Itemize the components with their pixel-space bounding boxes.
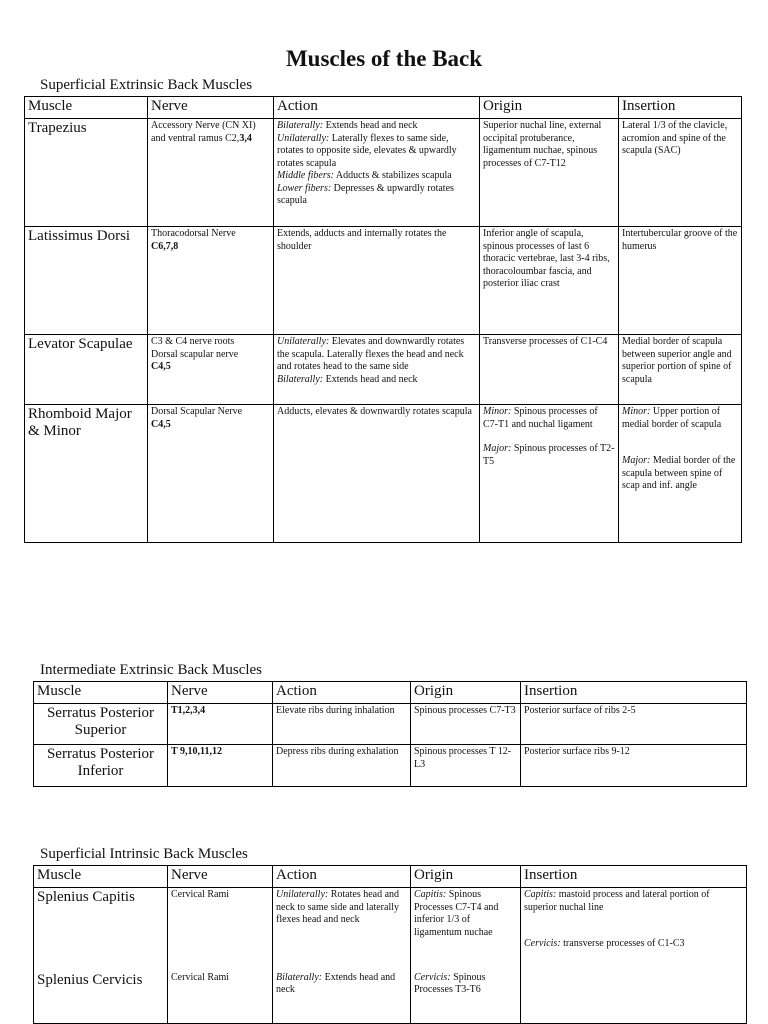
header-insertion: Insertion (521, 866, 747, 888)
origin-cell: Spinous processes T 12-L3 (411, 745, 521, 787)
muscle-cell: Rhomboid Major & Minor (25, 405, 148, 543)
nerve-cell: Thoracodorsal Nerve C6,7,8 (148, 227, 274, 335)
page-title: Muscles of the Back (285, 46, 483, 71)
action-cell: Bilaterally: Extends head and neck Unilaterally: Laterally flexes to same side, rotates to opposite side, elevates & upwardly rotates scapula Middle fibers: Adducts & stabilizes scapula Lower fibers: Depresses & upwardly rotates scapula (274, 119, 480, 227)
header-origin: Origin (411, 866, 521, 888)
header-nerve: Nerve (148, 97, 274, 119)
insertion-cell: Posterior surface ribs 9-12 (521, 745, 747, 787)
table-row (25, 405, 742, 543)
header-insertion: Insertion (619, 97, 742, 119)
table-row (34, 704, 747, 745)
origin-cell: Cervicis: Spinous Processes T3-T6 (411, 964, 521, 1024)
nerve-cell: C3 & C4 nerve roots Dorsal scapular nerve C4,5 (148, 335, 274, 405)
intermediate-extrinsic-table (33, 681, 747, 787)
table-row (34, 745, 747, 787)
insertion-cell: Lateral 1/3 of the clavicle, acromion and spine of the scapula (SAC) (619, 119, 742, 227)
table-row (25, 335, 742, 405)
header-action: Action (273, 682, 411, 704)
table-row (34, 888, 747, 964)
header-insertion: Insertion (521, 682, 747, 704)
table-header-row (34, 866, 747, 888)
muscle-cell: Levator Scapulae (25, 335, 148, 405)
insertion-cell: Capitis: mastoid process and lateral portion of superior nuchal line Cervicis: transverse processes of C1-C3 (521, 888, 747, 1024)
insertion-cell: Minor: Upper portion of medial border of scapula Major: Medial border of the scapula between spine of scap and inf. angle (619, 405, 742, 543)
table-row (25, 227, 742, 335)
insertion-cell: Posterior surface of ribs 2-5 (521, 704, 747, 745)
section-caption: Intermediate Extrinsic Back Muscles (40, 662, 263, 678)
table-header-row (25, 97, 742, 119)
nerve-cell: T1,2,3,4 (168, 704, 273, 745)
section-caption: Superficial Extrinsic Back Muscles (40, 77, 253, 93)
header-muscle: Muscle (34, 866, 168, 888)
superficial-intrinsic-table (33, 865, 747, 1024)
superficial-extrinsic-table (24, 96, 742, 543)
action-cell: Bilaterally: Extends head and neck (273, 964, 411, 1024)
nerve-cell: Cervical Rami (168, 888, 273, 964)
muscle-cell: Serratus Posterior Inferior (34, 745, 168, 787)
origin-cell: Transverse processes of C1-C4 (480, 335, 619, 405)
nerve-cell: T 9,10,11,12 (168, 745, 273, 787)
header-muscle: Muscle (34, 682, 168, 704)
muscle-cell: Serratus Posterior Superior (34, 704, 168, 745)
muscle-cell: Splenius Cervicis (34, 964, 168, 1024)
muscle-cell: Latissimus Dorsi (25, 227, 148, 335)
muscle-cell: Splenius Capitis (34, 888, 168, 964)
muscle-cell: Trapezius (25, 119, 148, 227)
origin-cell: Inferior angle of scapula, spinous processes of last 6 thoracic vertebrae, last 3-4 ribs, thoracoloumbar fascia, and posterior iliac crast (480, 227, 619, 335)
action-cell: Adducts, elevates & downwardly rotates scapula (274, 405, 480, 543)
section-caption: Superficial Intrinsic Back Muscles (40, 846, 248, 862)
table-row (25, 119, 742, 227)
nerve-cell: Dorsal Scapular Nerve C4,5 (148, 405, 274, 543)
header-nerve: Nerve (168, 866, 273, 888)
action-cell: Unilaterally: Rotates head and neck to same side and laterally flexes head and neck (273, 888, 411, 964)
action-cell: Elevate ribs during inhalation (273, 704, 411, 745)
header-origin: Origin (411, 682, 521, 704)
action-cell: Extends, adducts and internally rotates the shoulder (274, 227, 480, 335)
origin-cell: Superior nuchal line, external occipital protuberance, ligamentum nuchae, spinous processes of C7-T12 (480, 119, 619, 227)
header-origin: Origin (480, 97, 619, 119)
action-cell: Depress ribs during exhalation (273, 745, 411, 787)
origin-cell: Capitis: Spinous Processes C7-T4 and inferior 1/3 of ligamentum nuchae (411, 888, 521, 964)
insertion-cell: Intertubercular groove of the humerus (619, 227, 742, 335)
action-cell: Unilaterally: Elevates and downwardly rotates the scapula. Laterally flexes the head and neck and rotates head to the same side Bilaterally: Extends head and neck (274, 335, 480, 405)
header-muscle: Muscle (25, 97, 148, 119)
header-nerve: Nerve (168, 682, 273, 704)
nerve-cell: Cervical Rami (168, 964, 273, 1024)
header-action: Action (273, 866, 411, 888)
origin-cell: Spinous processes C7-T3 (411, 704, 521, 745)
nerve-cell: Accessory Nerve (CN XI) and ventral ramus C2,3,4 (148, 119, 274, 227)
table-header-row (34, 682, 747, 704)
origin-cell: Minor: Spinous processes of C7-T1 and nuchal ligament Major: Spinous processes of T2-T5 (480, 405, 619, 543)
header-action: Action (274, 97, 480, 119)
insertion-cell: Medial border of scapula between superior angle and superior portion of spine of scapula (619, 335, 742, 405)
